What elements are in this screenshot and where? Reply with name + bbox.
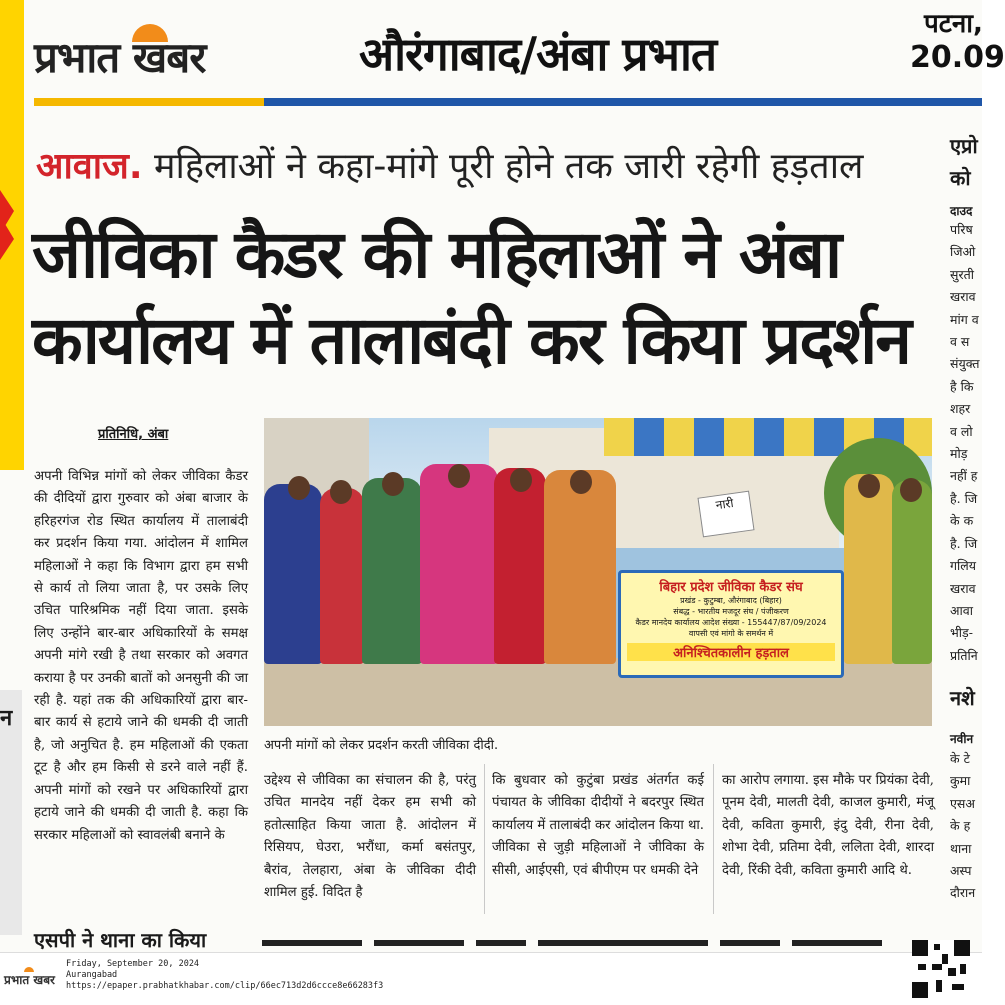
right-story-line: के क: [950, 513, 974, 529]
edition-title: औरंगाबाद/अंबा प्रभात: [359, 27, 717, 81]
clip-metadata: [66, 959, 383, 992]
right-story-2-line: दौरान: [950, 885, 976, 901]
clip-date: Friday, September 20, 2024: [66, 959, 200, 969]
byline: प्रतिनिधि, अंबा: [98, 427, 169, 442]
cut-off-heading: [262, 930, 932, 946]
right-story-byline: दाउद: [950, 204, 973, 218]
right-story-line: है. जि: [950, 535, 978, 551]
right-story-line: खराव: [950, 580, 976, 596]
body-column-4: का आरोप लगाया. इस मौके पर प्रियंका देवी, पूनम देवी, मालती देवी, काजल कुमारी, मंजू देवी, कविता कुमारी, इंदु देवी, रीना देवी, शोभा देवी, प्रतिमा देवी, ललिता देवी, शारदा देवी, रिंकी देवी, कविता कुमारी आदि थे.: [722, 773, 934, 878]
right-story-line: है कि: [950, 378, 974, 394]
right-story-heading-2: को: [950, 166, 971, 190]
right-story-line: भीड़-: [950, 625, 973, 641]
footer-logo: प्रभात खबर: [4, 973, 55, 987]
kicker-text: महिलाओं ने कहा-मांगे पूरी होने तक जारी रहेगी हड़ताल: [153, 146, 864, 187]
adjacent-story-right: [950, 130, 990, 667]
right-story-2-line: एसअ: [950, 795, 975, 811]
right-story-line: गलिय: [950, 558, 977, 574]
masthead-rule-yellow: [34, 98, 264, 106]
photo-crowd: [264, 464, 932, 664]
right-story-line: आवा: [950, 602, 973, 618]
clip-url[interactable]: https://epaper.prabhatkhabar.com/clip/66ec713d2d6ccce8e66283f3: [66, 981, 384, 991]
right-story-line: शहर: [950, 401, 971, 417]
qr-code-icon[interactable]: [912, 940, 970, 998]
masthead: [24, 0, 1005, 108]
edition-place: पटना,: [924, 9, 983, 39]
right-story-2-text: [950, 748, 990, 905]
right-story-line: है. जि: [950, 490, 978, 506]
right-story-2-line: के टे: [950, 751, 970, 766]
right-story-line: संयुक्त: [950, 356, 980, 372]
column-divider: [713, 764, 714, 914]
story-kicker: [36, 140, 863, 189]
newspaper-logo: प्रभात खबर: [34, 33, 206, 82]
right-story-2-line: कुमा: [950, 773, 971, 789]
right-story-2-byline: नवीन: [950, 732, 974, 746]
right-story-2-line: के ह: [950, 818, 971, 834]
edition-date: 20.09: [910, 40, 1005, 75]
protest-photo: [264, 418, 932, 726]
photo-placard: नारी: [697, 491, 754, 538]
right-story-line: सुरती: [950, 266, 974, 282]
right-story-line: नहीं ह: [950, 468, 978, 484]
body-column-3: कि बुधवार को कुटुंबा प्रखंड अंतर्गत कई पंचायत के जीविका दीदीयों ने बदरपुर स्थित कार्यालय में तालाबंदी कर आंदोलन किया था. जीविका से जुड़ी महिलाओं ने जीविका के सीसी, आईएसी, एवं बीपीएम पर धमकी देने: [492, 773, 704, 878]
right-story-heading-1: एप्रो: [950, 134, 978, 158]
right-story-line: व लो: [950, 423, 973, 439]
masthead-rule-blue: [264, 98, 982, 106]
union-banner: बिहार प्रदेश जीविका कैडर संघ प्रखंड - कुटुम्बा, औरंगाबाद (बिहार) संबद्ध - भारतीय मजदूर संघ / पंजीकरण कैडर मानदेय कार्यालय आदेश संख्या - 155447/87/09/2024 वापसी एवं मांगो के समर्थन में अनिश्चितकालीन हड़ताल: [618, 570, 844, 678]
clip-footer: [0, 952, 982, 1005]
right-story-2-heading: नशे: [950, 686, 975, 710]
kicker-tag: आवाज.: [36, 146, 143, 187]
body-column-2: उद्देश्य से जीविका का संचालन की है, परंतु उचित मानदेय नहीं देकर हम सभी को हतोत्साहित किया जाता है. आंदोलन में रिसियप, घेउरा, भरौंधा, कर्मा बसंतपुर, बैरांव, तेलहारा, अंबा के जीविका दीदी शामिल हुई. विदित है: [264, 773, 476, 901]
right-story-2-line: थाना: [950, 840, 972, 856]
photo-caption: अपनी मांगों को लेकर प्रदर्शन करती जीविका दीदी.: [264, 738, 499, 753]
next-story-heading: एसपी ने थाना का किया: [34, 928, 207, 952]
right-story-line: मांग व: [950, 311, 979, 327]
right-story-2-line: अस्प: [950, 863, 972, 879]
left-edge-heading-fragment: न: [0, 706, 13, 731]
right-story-line: खराव: [950, 289, 976, 305]
story-headline: जीविका कैडर की महिलाओं ने अंबा कार्यालय में तालाबंदी कर किया प्रदर्शन: [32, 216, 910, 379]
clip-city: Aurangabad: [66, 970, 118, 980]
right-story-line: प्रतिनि: [950, 647, 978, 663]
column-divider: [484, 764, 485, 914]
body-column-1: अपनी विभिन्न मांगों को लेकर जीविका कैडर की दीदियों द्वारा गुरुवार को अंबा बाजार के हरिहरगंज रोड स्थित कार्यालय में तालाबंदी कर प्रदर्शन किया गया. आंदोलन में शामिल महिलाओं ने कहा कि विभाग द्वारा हम सभी से कार्य तो लिया जाता है, पर उसके लिए उचित पारिश्रमिक नहीं दिया जाता. इसके लिए उन्होंने बार-बार अधिकारियों के समक्ष अपनी मांगे रखी है तथा सरकार को अवगत कराया है पर उनकी बातों को अनसुनी की जा रही है. यहां तक की अधिकारियों द्वारा बार-बार कार्य से हटाये जाने की धमकी दी जाती है, जो अनुचित है. हम महिलाओं की एकता टूट है और हम किसी से डरने वाले नहीं हैं. अपनी मांगों को रखने पर अधिकारियों द्वारा हटाये जाने की धमकी दी जाती है. कहा कि सरकार महिलाओं को स्वावलंबी बनाने के: [34, 469, 248, 843]
right-story-line: जिओ: [950, 244, 976, 260]
right-story-line: व स: [950, 334, 970, 350]
right-story-line: परिष: [950, 222, 973, 237]
right-story-line: मोड़: [950, 446, 968, 462]
